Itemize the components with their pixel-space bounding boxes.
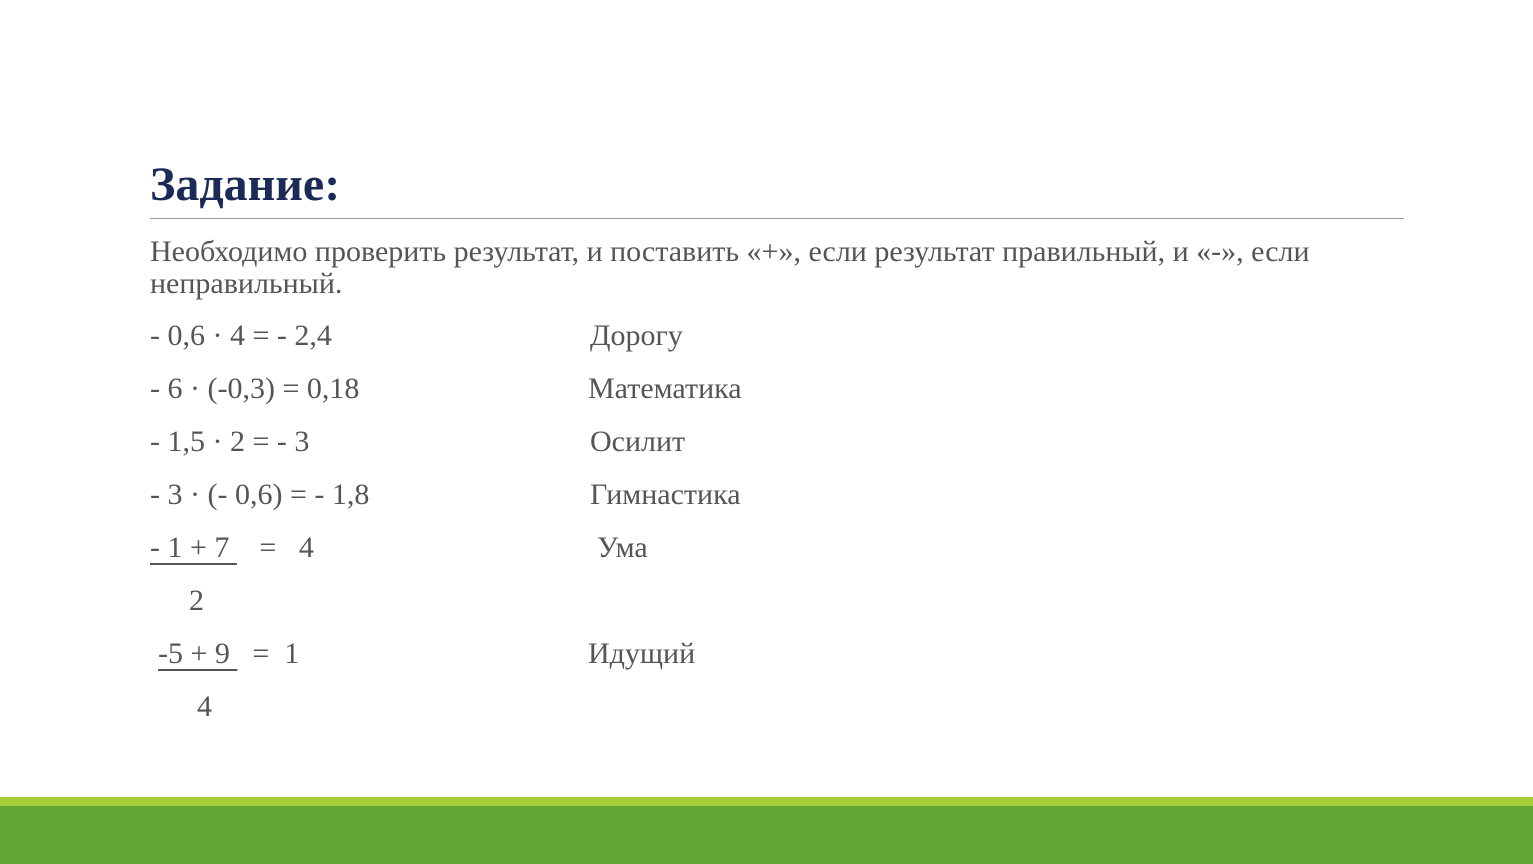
task-instructions: Необходимо проверить результат, и поставить «+», если результат правильный, и «-», если неправильный. (150, 235, 1310, 300)
word-label: Ума (597, 531, 648, 564)
footer-accent-bar (0, 797, 1533, 806)
slide-title: Задание: (150, 158, 341, 211)
fraction-denominator: 4 (197, 690, 212, 723)
word-label: Математика (588, 372, 742, 405)
fraction-result: = 4 (236, 531, 314, 564)
expression-row: - 3 · (- 0,6) = - 1,8 (150, 478, 370, 511)
footer-bar (0, 806, 1533, 864)
expression-row: - 0,6 · 4 = - 2,4 (150, 319, 332, 352)
fraction-expression (158, 636, 299, 672)
fraction-denominator: 2 (189, 584, 204, 617)
title-divider (150, 218, 1404, 219)
fraction-expression (150, 530, 314, 566)
expression-row: - 1,5 · 2 = - 3 (150, 425, 310, 458)
fraction-result: = 1 (237, 637, 300, 670)
expression-row: - 6 · (-0,3) = 0,18 (150, 372, 360, 405)
word-label: Дорогу (590, 319, 683, 352)
fraction-numerator: -5 + 9 (158, 637, 238, 670)
fraction-numerator: - 1 + 7 (150, 531, 237, 564)
word-label: Гимнастика (590, 478, 741, 511)
word-label: Осилит (590, 425, 686, 458)
word-label: Идущий (588, 637, 696, 670)
